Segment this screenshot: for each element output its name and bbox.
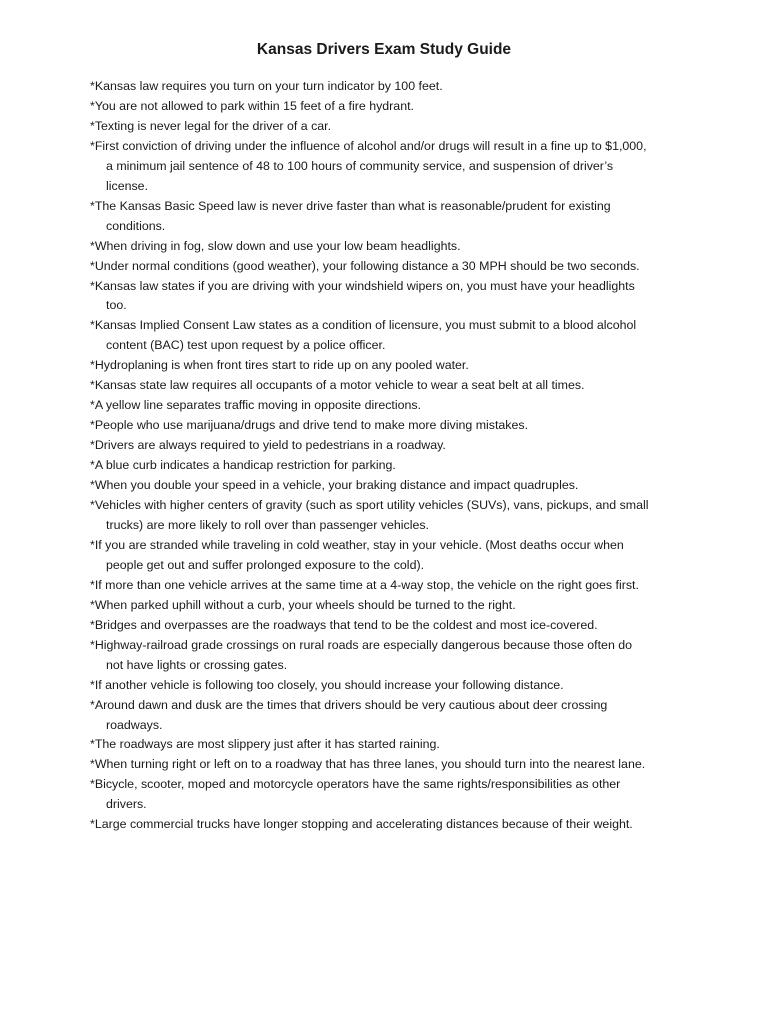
list-item: *When parked uphill without a curb, your wheels should be turned to the right. bbox=[90, 597, 516, 612]
list-item: *Kansas law requires you turn on your turn indicator by 100 feet. bbox=[90, 79, 443, 93]
list-item: *The roadways are most slippery just after it has started raining. bbox=[90, 737, 440, 752]
list-item: *Kansas law states if you are driving with your windshield wipers on, you must have your headlights too. bbox=[90, 278, 635, 313]
list-item: *A yellow line separates traffic moving in opposite directions. bbox=[90, 398, 422, 413]
list-item: *Hydroplaning is when front tires start to ride up on any pooled water. bbox=[90, 358, 469, 373]
list-item: *Under normal conditions (good weather), your following distance a 30 MPH should be two seconds. bbox=[90, 258, 640, 273]
list-item: *When you double your speed in a vehicle, your braking distance and impact quadruples. bbox=[90, 478, 579, 493]
list-item: *If you are stranded while traveling in cold weather, stay in your vehicle. (Most deaths occur when people get out and suffer prolonged exposure to the cold). bbox=[90, 537, 624, 572]
list-item: *Around dawn and dusk are the times that drivers should be very cautious about deer crossing roadways. bbox=[90, 697, 608, 732]
list-item: *Vehicles with higher centers of gravity (such as sport utility vehicles (SUVs), vans, pickups, and small trucks) are more likely to roll over than passenger vehicles. bbox=[90, 498, 649, 532]
list-item: *Bridges and overpasses are the roadways that tend to be the coldest and most ice-covered. bbox=[90, 617, 598, 632]
page-title: Kansas Drivers Exam Study Guide bbox=[256, 41, 512, 58]
list-item: *A blue curb indicates a handicap restriction for parking. bbox=[90, 458, 396, 473]
list-item: *People who use marijuana/drugs and drive tend to make more diving mistakes. bbox=[90, 418, 529, 433]
list-item: *Highway-railroad grade crossings on rural roads are especially dangerous because those often do not have lights or crossing gates. bbox=[90, 637, 633, 672]
list-item: *Drivers are always required to yield to pedestrians in a roadway. bbox=[90, 438, 446, 453]
study-guide-list bbox=[90, 77, 650, 835]
list-item: *When turning right or left on to a roadway that has three lanes, you should turn into the nearest lane. bbox=[90, 757, 646, 772]
list-item: *Large commercial trucks have longer stopping and accelerating distances because of their weight. bbox=[90, 817, 633, 832]
list-item: *When driving in fog, slow down and use your low beam headlights. bbox=[90, 238, 461, 253]
list-item: *Texting is never legal for the driver of a car. bbox=[90, 118, 332, 133]
list-item: *You are not allowed to park within 15 feet of a fire hydrant. bbox=[90, 98, 414, 113]
list-item: *First conviction of driving under the influence of alcohol and/or drugs will result in a fine up to $1,000, a minimum jail sentence of 48 to 100 hours of community service, and suspension of driver’s license. bbox=[90, 138, 647, 193]
list-item: *If more than one vehicle arrives at the same time at a 4-way stop, the vehicle on the right goes first. bbox=[90, 577, 639, 592]
list-item: *The Kansas Basic Speed law is never drive faster than what is reasonable/prudent for existing conditions. bbox=[90, 198, 611, 233]
list-item: *Kansas Implied Consent Law states as a condition of licensure, you must submit to a blood alcohol content (BAC) test upon request by a police officer. bbox=[90, 318, 637, 353]
list-item: *If another vehicle is following too closely, you should increase your following distance. bbox=[90, 677, 564, 692]
list-item: *Kansas state law requires all occupants of a motor vehicle to wear a seat belt at all times. bbox=[90, 378, 585, 393]
list-item: *Bicycle, scooter, moped and motorcycle operators have the same rights/responsibilities as other drivers. bbox=[90, 777, 621, 812]
